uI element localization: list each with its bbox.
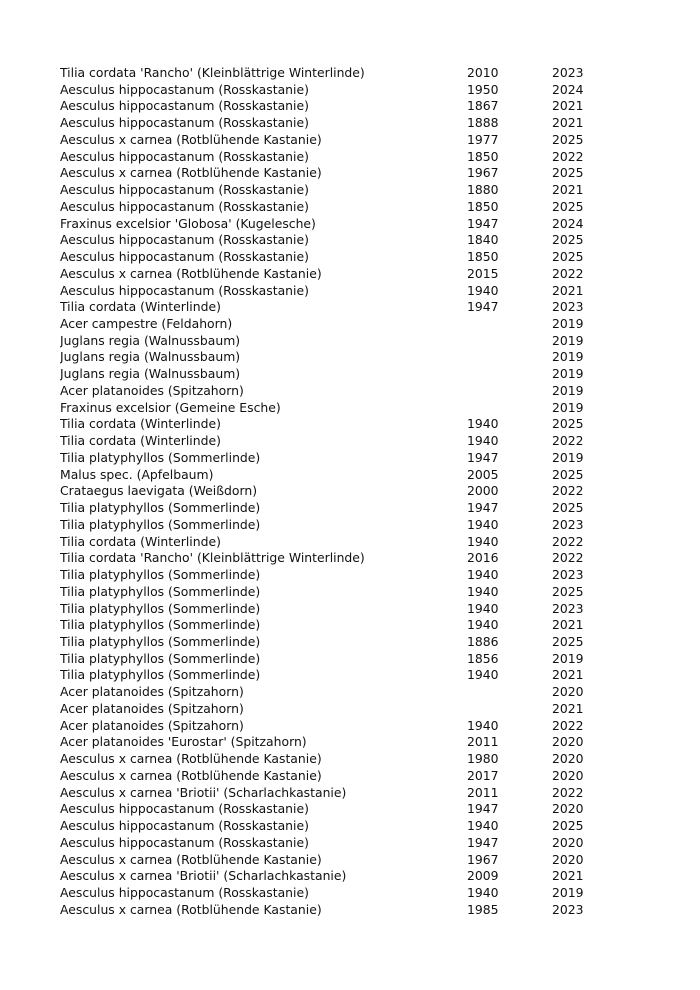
- table-row: [60, 383, 640, 400]
- species-cell: Tilia cordata (Winterlinde): [60, 433, 221, 449]
- species-cell: Aesculus x carnea (Rotblühende Kastanie): [60, 767, 322, 783]
- table-row: [60, 818, 640, 835]
- planted-year-cell: 2010: [467, 65, 499, 80]
- planted-year-cell: 2015: [467, 265, 499, 281]
- inspection-year-cell: 2020: [552, 767, 584, 783]
- inspection-year-cell: 2019: [552, 366, 584, 382]
- inspection-year-cell: 2025: [552, 633, 584, 649]
- species-cell: Acer platanoides (Spitzahorn): [60, 684, 244, 700]
- planted-year-cell: 1947: [467, 834, 499, 850]
- table-row: [60, 651, 640, 668]
- table-row: [60, 416, 640, 433]
- inspection-year-cell: 2019: [552, 399, 584, 415]
- inspection-year-cell: 2022: [552, 550, 584, 566]
- planted-year-cell: 1947: [467, 299, 499, 315]
- table-row: [60, 467, 640, 484]
- inspection-year-cell: 2025: [552, 583, 584, 599]
- table-row: [60, 199, 640, 216]
- inspection-year-cell: 2025: [552, 198, 584, 214]
- inspection-year-cell: 2019: [552, 884, 584, 900]
- tree-table: [60, 65, 640, 918]
- species-cell: Juglans regia (Walnussbaum): [60, 332, 241, 348]
- species-cell: Acer platanoides 'Eurostar' (Spitzahorn): [60, 734, 307, 750]
- table-row: [60, 400, 640, 417]
- table-row: [60, 500, 640, 517]
- inspection-year-cell: 2021: [552, 115, 584, 131]
- species-cell: Aesculus hippocastanum (Rosskastanie): [60, 182, 309, 198]
- planted-year-cell: 1940: [467, 617, 499, 633]
- planted-year-cell: 1947: [467, 449, 499, 465]
- planted-year-cell: 1940: [467, 433, 499, 449]
- planted-year-cell: 2016: [467, 550, 499, 566]
- table-row: [60, 617, 640, 634]
- species-cell: Aesculus hippocastanum (Rosskastanie): [60, 232, 309, 248]
- species-cell: Crataegus laevigata (Weißdorn): [60, 483, 258, 499]
- inspection-year-cell: 2023: [552, 299, 584, 315]
- table-row: [60, 316, 640, 333]
- species-cell: Acer platanoides (Spitzahorn): [60, 382, 244, 398]
- table-row: [60, 433, 640, 450]
- species-cell: Aesculus hippocastanum (Rosskastanie): [60, 884, 309, 900]
- table-row: [60, 751, 640, 768]
- planted-year-cell: 2011: [467, 734, 499, 750]
- planted-year-cell: 1967: [467, 165, 499, 181]
- species-cell: Juglans regia (Walnussbaum): [60, 349, 241, 365]
- species-cell: Tilia cordata (Winterlinde): [60, 533, 221, 549]
- inspection-year-cell: 2022: [552, 148, 584, 164]
- table-row: [60, 366, 640, 383]
- species-cell: Fraxinus excelsior 'Globosa' (Kugelesche): [60, 215, 316, 231]
- planted-year-cell: 1977: [467, 131, 499, 147]
- inspection-year-cell: 2023: [552, 567, 584, 583]
- planted-year-cell: 1980: [467, 751, 499, 767]
- planted-year-cell: 1886: [467, 633, 499, 649]
- species-cell: Aesculus hippocastanum (Rosskastanie): [60, 81, 309, 97]
- species-cell: Tilia platyphyllos (Sommerlinde): [60, 617, 261, 633]
- species-cell: Aesculus hippocastanum (Rosskastanie): [60, 249, 309, 265]
- inspection-year-cell: 2021: [552, 282, 584, 298]
- table-row: [60, 115, 640, 132]
- inspection-year-cell: 2022: [552, 533, 584, 549]
- table-row: [60, 149, 640, 166]
- species-cell: Malus spec. (Apfelbaum): [60, 466, 214, 482]
- table-row: [60, 216, 640, 233]
- table-row: [60, 299, 640, 316]
- planted-year-cell: 1967: [467, 851, 499, 867]
- inspection-year-cell: 2021: [552, 700, 584, 716]
- inspection-year-cell: 2023: [552, 901, 584, 917]
- table-row: [60, 534, 640, 551]
- species-cell: Tilia platyphyllos (Sommerlinde): [60, 633, 261, 649]
- species-cell: Aesculus x carnea (Rotblühende Kastanie): [60, 901, 322, 917]
- inspection-year-cell: 2025: [552, 818, 584, 834]
- planted-year-cell: 1947: [467, 801, 499, 817]
- inspection-year-cell: 2025: [552, 165, 584, 181]
- species-cell: Aesculus x carnea (Rotblühende Kastanie): [60, 851, 322, 867]
- inspection-year-cell: 2022: [552, 483, 584, 499]
- table-row: [60, 249, 640, 266]
- inspection-year-cell: 2019: [552, 650, 584, 666]
- table-row: [60, 182, 640, 199]
- inspection-year-cell: 2024: [552, 81, 584, 97]
- inspection-year-cell: 2020: [552, 801, 584, 817]
- planted-year-cell: 1947: [467, 215, 499, 231]
- table-row: [60, 550, 640, 567]
- planted-year-cell: 2009: [467, 868, 499, 884]
- planted-year-cell: 2005: [467, 466, 499, 482]
- inspection-year-cell: 2019: [552, 449, 584, 465]
- inspection-year-cell: 2022: [552, 784, 584, 800]
- inspection-year-cell: 2019: [552, 382, 584, 398]
- table-row: [60, 785, 640, 802]
- planted-year-cell: 1940: [467, 818, 499, 834]
- species-cell: Aesculus hippocastanum (Rosskastanie): [60, 115, 309, 131]
- planted-year-cell: 1940: [467, 516, 499, 532]
- planted-year-cell: 1940: [467, 416, 499, 432]
- species-cell: Acer platanoides (Spitzahorn): [60, 700, 244, 716]
- table-row: [60, 718, 640, 735]
- inspection-year-cell: 2023: [552, 600, 584, 616]
- inspection-year-cell: 2025: [552, 249, 584, 265]
- species-cell: Aesculus x carnea (Rotblühende Kastanie): [60, 265, 322, 281]
- planted-year-cell: 1940: [467, 567, 499, 583]
- table-row: [60, 132, 640, 149]
- planted-year-cell: 1840: [467, 232, 499, 248]
- species-cell: Acer platanoides (Spitzahorn): [60, 717, 244, 733]
- table-row: [60, 601, 640, 618]
- planted-year-cell: 1940: [467, 667, 499, 683]
- species-cell: Aesculus hippocastanum (Rosskastanie): [60, 801, 309, 817]
- table-row: [60, 283, 640, 300]
- inspection-year-cell: 2020: [552, 851, 584, 867]
- planted-year-cell: 1940: [467, 600, 499, 616]
- inspection-year-cell: 2022: [552, 433, 584, 449]
- inspection-year-cell: 2025: [552, 500, 584, 516]
- species-cell: Aesculus x carnea (Rotblühende Kastanie): [60, 131, 322, 147]
- planted-year-cell: 2017: [467, 767, 499, 783]
- table-row: [60, 868, 640, 885]
- species-cell: Tilia platyphyllos (Sommerlinde): [60, 650, 261, 666]
- planted-year-cell: 1940: [467, 282, 499, 298]
- table-row: [60, 165, 640, 182]
- table-row: [60, 734, 640, 751]
- table-row: [60, 98, 640, 115]
- inspection-year-cell: 2021: [552, 182, 584, 198]
- table-row: [60, 567, 640, 584]
- species-cell: Aesculus hippocastanum (Rosskastanie): [60, 834, 309, 850]
- table-row: [60, 667, 640, 684]
- species-cell: Tilia platyphyllos (Sommerlinde): [60, 600, 261, 616]
- inspection-year-cell: 2021: [552, 667, 584, 683]
- species-cell: Tilia cordata (Winterlinde): [60, 416, 221, 432]
- species-cell: Tilia platyphyllos (Sommerlinde): [60, 583, 261, 599]
- inspection-year-cell: 2023: [552, 516, 584, 532]
- species-cell: Tilia platyphyllos (Sommerlinde): [60, 667, 261, 683]
- inspection-year-cell: 2020: [552, 734, 584, 750]
- planted-year-cell: 1867: [467, 98, 499, 114]
- inspection-year-cell: 2019: [552, 316, 584, 332]
- species-cell: Aesculus hippocastanum (Rosskastanie): [60, 282, 309, 298]
- species-cell: Aesculus x carnea 'Briotii' (Scharlachkastanie): [60, 784, 347, 800]
- species-cell: Aesculus hippocastanum (Rosskastanie): [60, 98, 309, 114]
- species-cell: Tilia platyphyllos (Sommerlinde): [60, 449, 261, 465]
- table-row: [60, 450, 640, 467]
- table-row: [60, 684, 640, 701]
- table-row: [60, 902, 640, 919]
- table-row: [60, 349, 640, 366]
- table-row: [60, 885, 640, 902]
- species-cell: Tilia platyphyllos (Sommerlinde): [60, 567, 261, 583]
- inspection-year-cell: 2025: [552, 466, 584, 482]
- planted-year-cell: 1940: [467, 884, 499, 900]
- planted-year-cell: 1880: [467, 182, 499, 198]
- inspection-year-cell: 2021: [552, 617, 584, 633]
- table-row: [60, 852, 640, 869]
- planted-year-cell: 2011: [467, 784, 499, 800]
- species-cell: Tilia platyphyllos (Sommerlinde): [60, 516, 261, 532]
- table-row: [60, 634, 640, 651]
- planted-year-cell: 1940: [467, 533, 499, 549]
- table-row: [60, 835, 640, 852]
- inspection-year-cell: 2020: [552, 684, 584, 700]
- table-row: [60, 768, 640, 785]
- planted-year-cell: 2000: [467, 483, 499, 499]
- species-cell: Tilia platyphyllos (Sommerlinde): [60, 500, 261, 516]
- planted-year-cell: 1940: [467, 583, 499, 599]
- table-row: [60, 801, 640, 818]
- species-cell: Juglans regia (Walnussbaum): [60, 366, 241, 382]
- inspection-year-cell: 2019: [552, 349, 584, 365]
- species-cell: Acer campestre (Feldahorn): [60, 316, 233, 332]
- species-cell: Aesculus x carnea 'Briotii' (Scharlachkastanie): [60, 868, 347, 884]
- table-row: [60, 82, 640, 99]
- species-cell: Aesculus x carnea (Rotblühende Kastanie): [60, 751, 322, 767]
- table-row: [60, 65, 640, 82]
- table-row: [60, 232, 640, 249]
- inspection-year-cell: 2024: [552, 215, 584, 231]
- inspection-year-cell: 2025: [552, 416, 584, 432]
- planted-year-cell: 1850: [467, 249, 499, 265]
- planted-year-cell: 1850: [467, 198, 499, 214]
- table-row: [60, 483, 640, 500]
- species-cell: Tilia cordata (Winterlinde): [60, 299, 221, 315]
- inspection-year-cell: 2025: [552, 131, 584, 147]
- inspection-year-cell: 2022: [552, 717, 584, 733]
- planted-year-cell: 1947: [467, 500, 499, 516]
- inspection-year-cell: 2020: [552, 834, 584, 850]
- planted-year-cell: 1850: [467, 148, 499, 164]
- planted-year-cell: 1950: [467, 81, 499, 97]
- table-row: [60, 584, 640, 601]
- inspection-year-cell: 2020: [552, 751, 584, 767]
- planted-year-cell: 1940: [467, 717, 499, 733]
- species-cell: Tilia cordata 'Rancho' (Kleinblättrige Winterlinde): [60, 65, 365, 80]
- inspection-year-cell: 2021: [552, 868, 584, 884]
- species-cell: Aesculus hippocastanum (Rosskastanie): [60, 148, 309, 164]
- inspection-year-cell: 2023: [552, 65, 584, 80]
- species-cell: Aesculus x carnea (Rotblühende Kastanie): [60, 165, 322, 181]
- table-row: [60, 266, 640, 283]
- inspection-year-cell: 2019: [552, 332, 584, 348]
- planted-year-cell: 1888: [467, 115, 499, 131]
- table-row: [60, 333, 640, 350]
- table-row: [60, 701, 640, 718]
- inspection-year-cell: 2021: [552, 98, 584, 114]
- inspection-year-cell: 2022: [552, 265, 584, 281]
- planted-year-cell: 1985: [467, 901, 499, 917]
- table-row: [60, 517, 640, 534]
- species-cell: Fraxinus excelsior (Gemeine Esche): [60, 399, 281, 415]
- species-cell: Tilia cordata 'Rancho' (Kleinblättrige Winterlinde): [60, 550, 365, 566]
- species-cell: Aesculus hippocastanum (Rosskastanie): [60, 198, 309, 214]
- inspection-year-cell: 2025: [552, 232, 584, 248]
- planted-year-cell: 1856: [467, 650, 499, 666]
- species-cell: Aesculus hippocastanum (Rosskastanie): [60, 818, 309, 834]
